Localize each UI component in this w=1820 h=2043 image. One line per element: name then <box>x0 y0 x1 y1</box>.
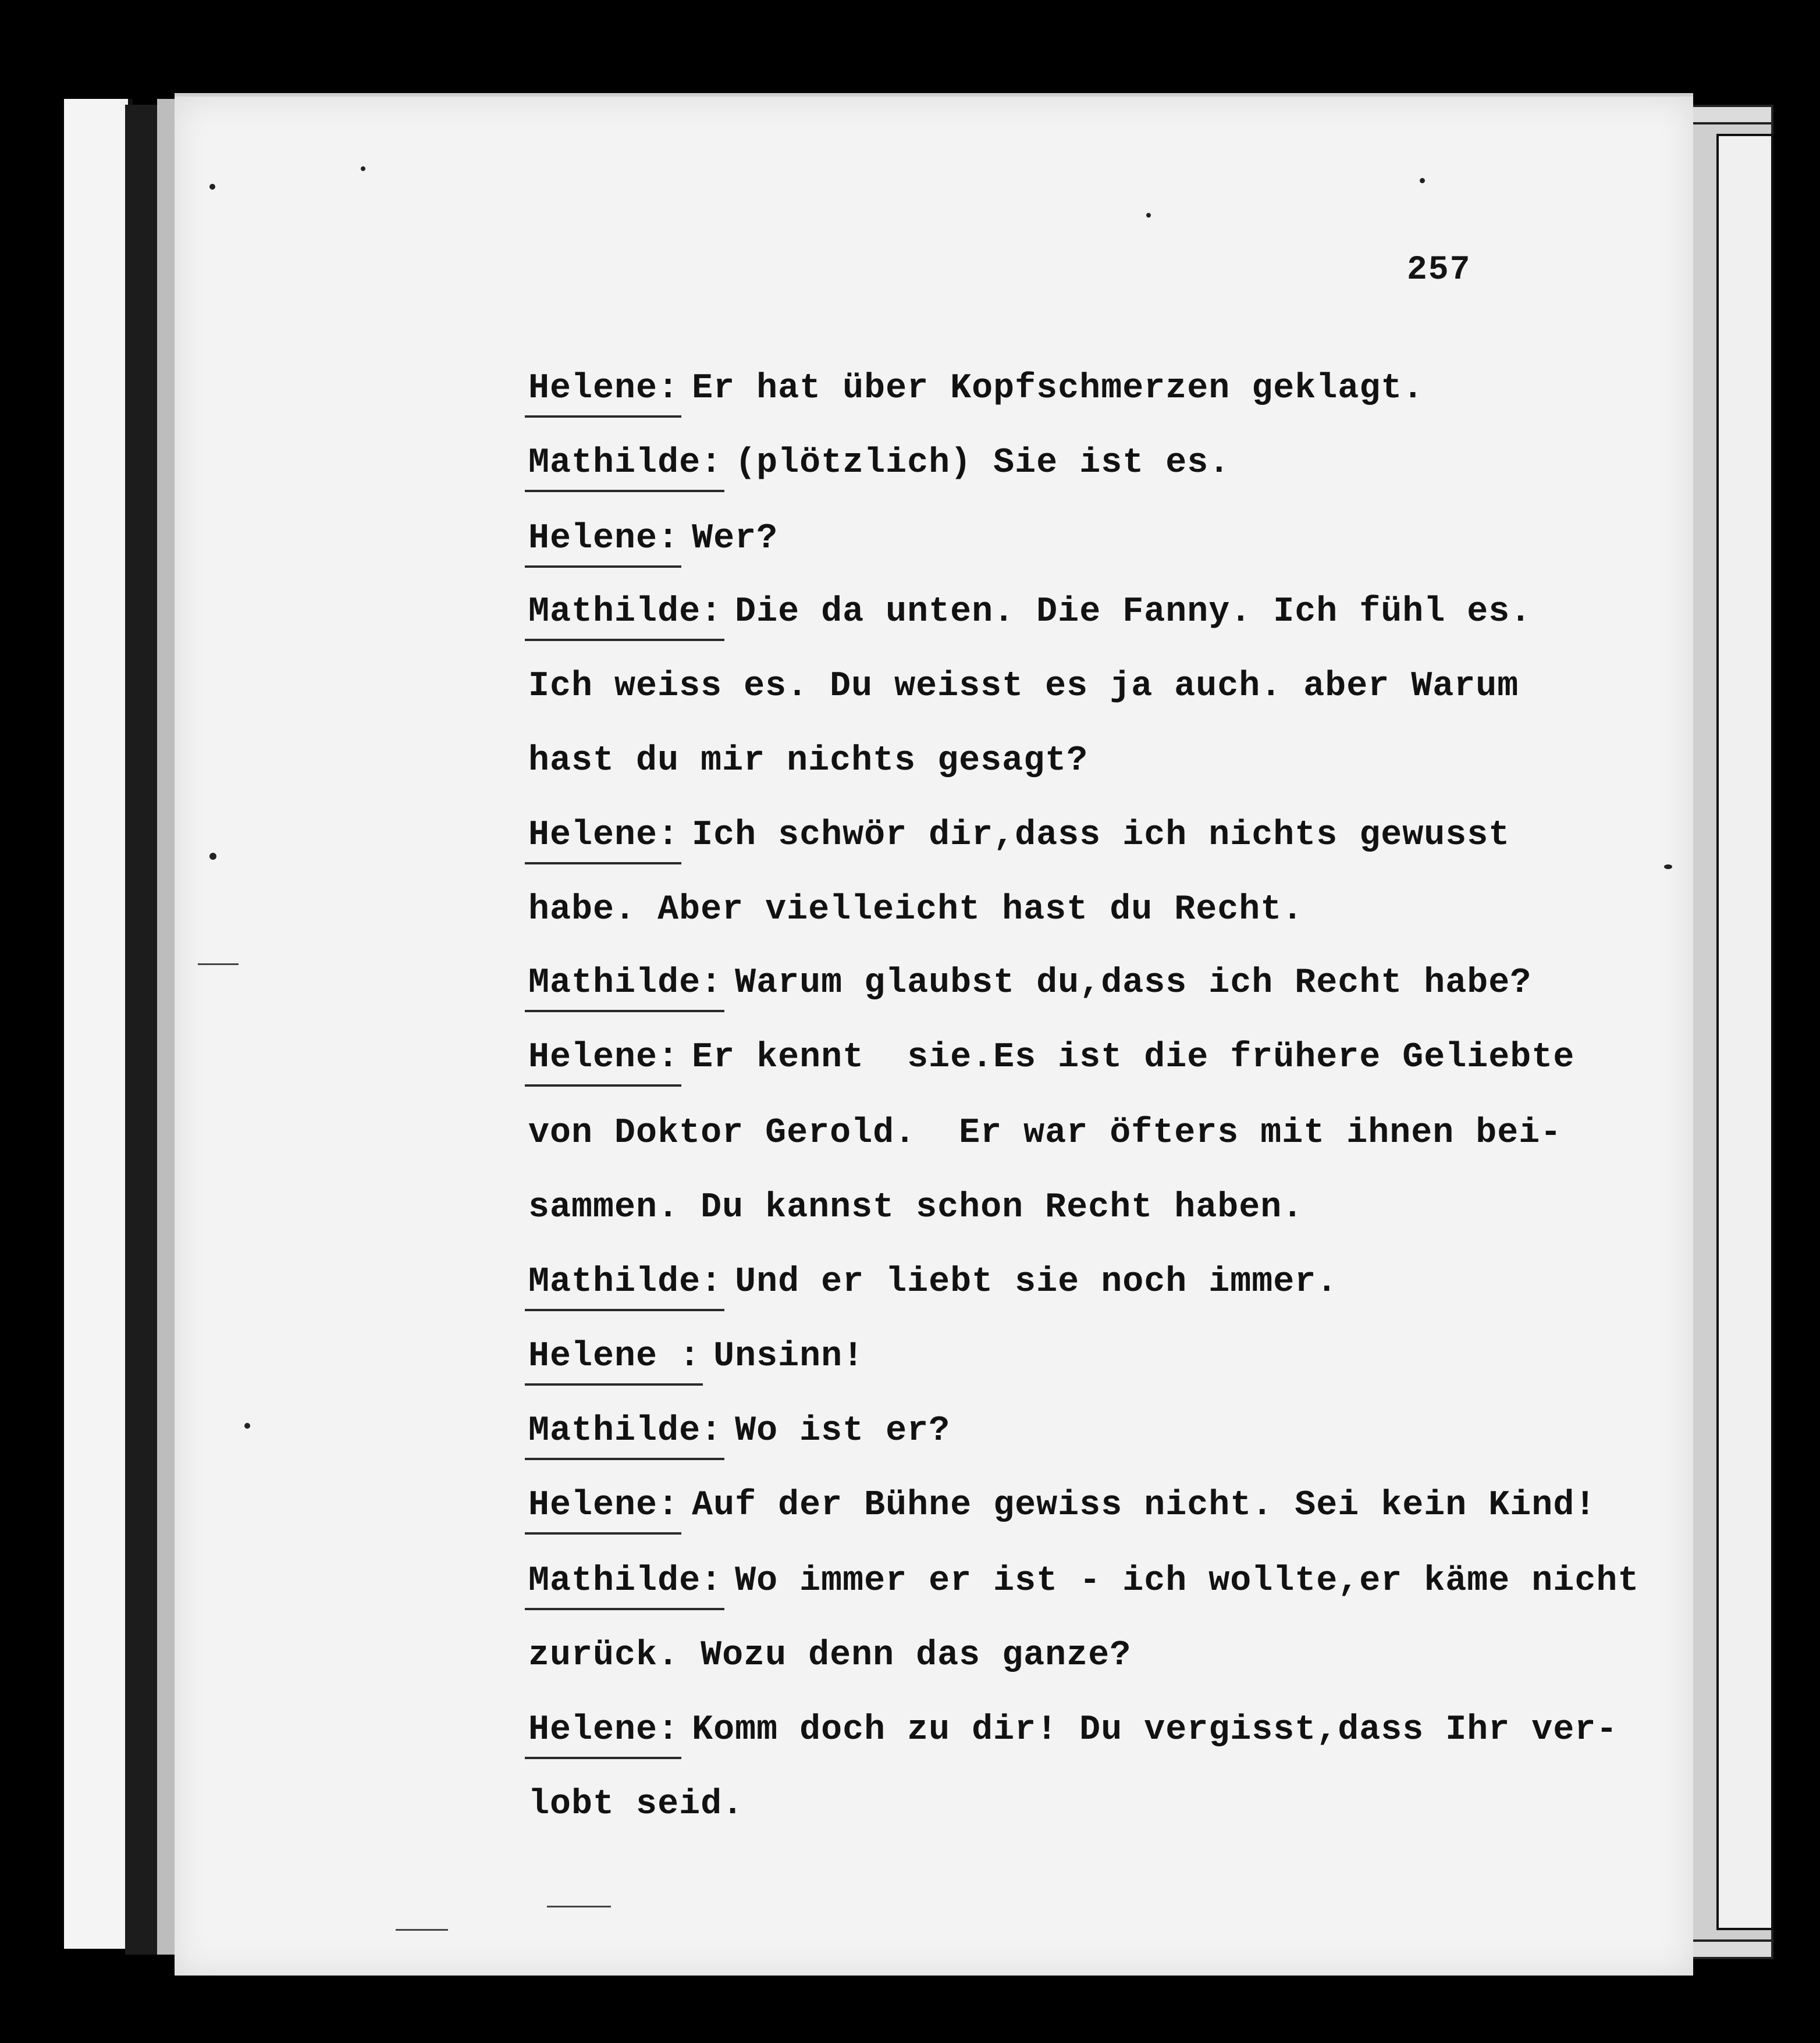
dialogue-text: Auf der Bühne gewiss nicht. Sei kein Kind! <box>692 1486 1597 1525</box>
ink-speck <box>209 853 216 860</box>
binding-edge <box>157 99 175 1955</box>
dialogue-text: Ich weiss es. Du weisst es ja auch. aber Warum <box>528 667 1519 706</box>
ink-speck <box>361 166 365 171</box>
speaker-label: Mathilde: <box>528 1262 723 1302</box>
dialogue-text: Er kennt sie.Es ist die frühere Geliebte <box>692 1038 1575 1077</box>
back-sheet <box>1716 134 1773 1930</box>
dialogue-text: sammen. Du kannst schon Recht haben. <box>528 1188 1304 1227</box>
dialogue-text: zurück. Wozu denn das ganze? <box>528 1636 1132 1675</box>
dialogue-text: Unsinn! <box>713 1337 865 1376</box>
ink-speck <box>209 184 215 190</box>
speaker-label: Helene: <box>528 1486 680 1525</box>
page-number: 257 <box>1407 251 1471 289</box>
dialogue-text: Er hat über Kopfschmerzen geklagt. <box>692 369 1424 408</box>
dialogue-text: (plötzlich) Sie ist es. <box>735 443 1231 483</box>
speaker-label: Helene: <box>528 1038 680 1077</box>
script-line <box>442 1742 744 1867</box>
speaker-label: Mathilde: <box>528 1411 723 1451</box>
binding-shadow <box>125 105 160 1955</box>
dialogue-text: habe. Aber vielleicht hast du Recht. <box>528 890 1304 930</box>
speaker-label: Helene: <box>528 1710 680 1750</box>
dialogue-text: von Doktor Gerold. Er war öfters mit ihnen bei- <box>528 1113 1562 1153</box>
ink-speck <box>1664 864 1672 869</box>
margin-mark <box>396 1929 448 1931</box>
dialogue-text: Warum glaubst du,dass ich Recht habe? <box>735 963 1532 1003</box>
dialogue-text: Wo immer er ist - ich wollte,er käme nicht <box>735 1561 1640 1601</box>
speaker-label: Helene: <box>528 369 680 408</box>
ink-speck <box>1420 178 1425 183</box>
speaker-label: Mathilde: <box>528 592 723 632</box>
dialogue-text: Die da unten. Die Fanny. Ich fühl es. <box>735 592 1532 632</box>
speaker-label: Helene: <box>528 519 680 558</box>
speaker-label: Mathilde: <box>528 1561 723 1601</box>
dialogue-text: Komm doch zu dir! Du vergisst,dass Ihr ver- <box>692 1710 1618 1750</box>
dialogue-text: Und er liebt sie noch immer. <box>735 1262 1338 1302</box>
dialogue-text: hast du mir nichts gesagt? <box>528 741 1089 781</box>
ink-speck <box>244 1423 250 1429</box>
speaker-label: Mathilde: <box>528 963 723 1003</box>
dialogue-text: Wer? <box>692 519 779 558</box>
binding-strip <box>64 99 133 1949</box>
speaker-label: Mathilde: <box>528 443 723 483</box>
dialogue-text: lobt seid. <box>528 1785 744 1824</box>
ink-speck <box>1146 213 1151 218</box>
speaker-label: Helene : <box>528 1337 701 1376</box>
dialogue-text: Ich schwör dir,dass ich nichts gewusst <box>692 816 1510 855</box>
margin-mark <box>547 1906 611 1907</box>
speaker-label: Helene: <box>528 816 680 855</box>
dialogue-text: Wo ist er? <box>735 1411 951 1451</box>
margin-mark <box>198 963 239 965</box>
